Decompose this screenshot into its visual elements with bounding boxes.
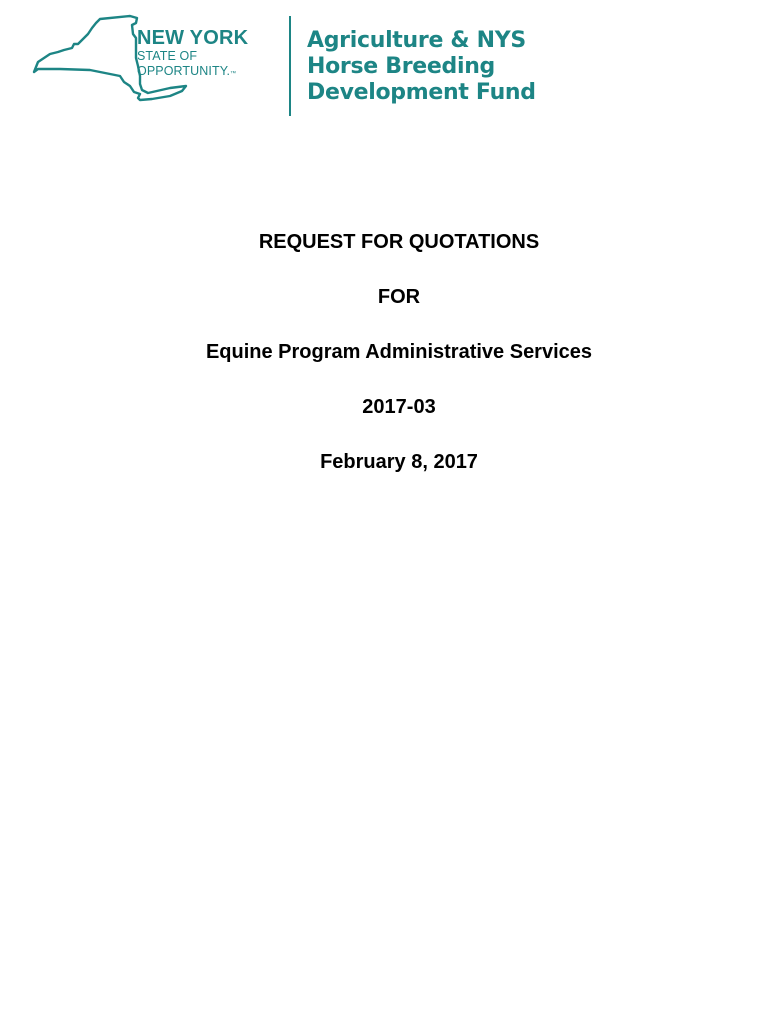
- agency-name-line1: Agriculture & NYS: [307, 28, 526, 53]
- title-block: [0, 227, 770, 477]
- issue-date: February 8, 2017: [320, 451, 478, 473]
- trademark-symbol: ™: [230, 70, 237, 77]
- agency-name-line3: Development Fund: [307, 80, 536, 105]
- ny-state-of-opportunity-wordmark: [137, 28, 248, 77]
- ny-logo-line3-text: OPPORTUNITY.: [137, 63, 231, 78]
- ny-logo-line3: [137, 65, 248, 78]
- title-connector: FOR: [377, 286, 421, 308]
- service-name: Equine Program Administrative Services: [205, 341, 593, 363]
- document-title: REQUEST FOR QUOTATIONS: [258, 231, 540, 253]
- agency-name-line2: Horse Breeding: [307, 54, 496, 79]
- ny-logo-line1: NEW YORK: [137, 27, 249, 49]
- agency-logo: [30, 14, 590, 118]
- ny-logo-line2: STATE OF: [137, 49, 198, 63]
- agency-name: [307, 28, 536, 106]
- logo-divider: [289, 16, 291, 116]
- rfq-number: 2017-03: [362, 396, 436, 418]
